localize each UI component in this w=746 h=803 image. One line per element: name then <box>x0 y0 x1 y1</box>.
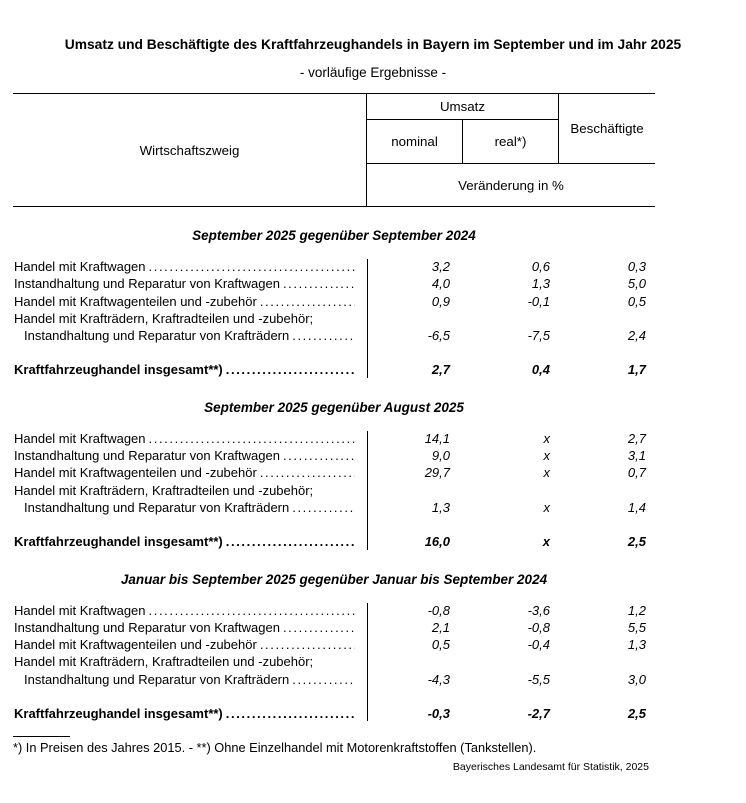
row-label: Instandhaltung und Reparatur von Krafträdern <box>24 671 290 687</box>
value-nominal: 2,7 <box>431 362 450 378</box>
value-real: x <box>543 430 550 446</box>
value-real: x <box>543 499 550 515</box>
dot-leader <box>260 636 355 653</box>
section-rows <box>13 258 655 379</box>
table-row-total <box>13 705 655 722</box>
value-beschaeftigte: 2,5 <box>627 534 646 550</box>
value-nominal: -0,3 <box>427 706 450 722</box>
row-label-total: Kraftfahrzeughandel insgesamt**) <box>14 362 223 378</box>
table-row-total <box>13 361 655 378</box>
value-beschaeftigte: 5,0 <box>627 276 646 292</box>
value-nominal: 0,5 <box>431 637 450 653</box>
footnote-rule <box>13 736 70 737</box>
table-row <box>13 430 655 447</box>
value-real: 0,4 <box>531 362 550 378</box>
value-nominal: 16,0 <box>424 534 450 550</box>
column-header-umsatz: Umsatz <box>367 94 558 120</box>
source-credit: Bayerisches Landesamt für Statistik, 2025 <box>452 761 649 774</box>
value-nominal: 4,0 <box>431 276 450 292</box>
row-label-total: Kraftfahrzeughandel insgesamt**) <box>14 534 223 550</box>
value-real: -0,4 <box>527 637 550 653</box>
value-real: -3,6 <box>527 602 550 618</box>
column-header-nominal: nominal <box>367 120 462 164</box>
value-beschaeftigte: 0,5 <box>627 293 646 309</box>
dot-leader <box>283 619 355 636</box>
value-real: x <box>543 465 550 481</box>
section-heading: Januar bis September 2025 gegenüber Januar bis September 2024 <box>120 571 548 587</box>
dot-leader <box>292 499 355 516</box>
row-label: Handel mit Kraftwagenteilen und -zubehör <box>14 465 257 481</box>
value-nominal: 3,2 <box>431 259 450 274</box>
dot-leader <box>292 327 355 344</box>
dot-leader <box>149 430 355 447</box>
value-real: -0,8 <box>527 619 550 635</box>
value-real: x <box>543 448 550 464</box>
section-rows <box>13 602 655 723</box>
section-heading: September 2025 gegenüber September 2024 <box>192 228 476 243</box>
table-row-twoline-part1 <box>13 310 655 327</box>
table-row-twoline-part2 <box>13 499 655 516</box>
column-header-beschaeftigte: Beschäftigte <box>558 94 655 164</box>
value-real: 1,3 <box>531 276 550 292</box>
column-header-change-unit: Veränderung in % <box>458 177 564 193</box>
dot-leader <box>260 464 355 481</box>
value-real: 0,6 <box>531 259 550 274</box>
table-row <box>13 275 655 292</box>
row-label: Handel mit Krafträdern, Kraftradteilen und -zubehör; <box>14 654 314 670</box>
table-row <box>13 602 655 619</box>
row-label: Instandhaltung und Reparatur von Kraftwagen <box>14 619 280 635</box>
section-sep2025-vs-sep2024 <box>13 227 655 379</box>
dot-leader <box>226 705 355 722</box>
row-label: Handel mit Kraftwagenteilen und -zubehör <box>14 637 257 653</box>
value-nominal: 29,7 <box>424 465 450 481</box>
row-label: Handel mit Kraftwagenteilen und -zubehör <box>14 293 257 309</box>
value-nominal: 9,0 <box>431 448 450 464</box>
value-real: -7,5 <box>527 328 550 344</box>
table-row <box>13 619 655 636</box>
value-nominal: -6,5 <box>427 328 450 344</box>
table-header <box>13 93 655 207</box>
value-beschaeftigte: 0,3 <box>627 259 646 274</box>
table-row <box>13 447 655 464</box>
value-beschaeftigte: 2,5 <box>627 706 646 722</box>
dot-leader <box>226 533 355 550</box>
dot-leader <box>292 671 355 688</box>
value-beschaeftigte: 3,1 <box>627 448 646 464</box>
row-label: Instandhaltung und Reparatur von Kraftwagen <box>14 448 280 464</box>
row-label-total: Kraftfahrzeughandel insgesamt**) <box>14 706 223 722</box>
table-row <box>13 636 655 653</box>
value-real: -5,5 <box>527 671 550 687</box>
value-beschaeftigte: 1,4 <box>627 499 646 515</box>
value-real: -2,7 <box>527 706 550 722</box>
value-beschaeftigte: 0,7 <box>627 465 646 481</box>
column-header-branch: Wirtschaftszweig <box>13 94 367 206</box>
dot-leader <box>149 258 355 275</box>
row-label: Instandhaltung und Reparatur von Kraftwagen <box>14 276 280 292</box>
row-label: Instandhaltung und Reparatur von Krafträdern <box>24 499 290 515</box>
table-row-twoline-part1 <box>13 653 655 670</box>
value-nominal: -4,3 <box>427 671 450 687</box>
value-real: x <box>542 534 550 550</box>
row-label: Handel mit Kraftwagen <box>14 259 146 274</box>
value-nominal: 1,3 <box>431 499 450 515</box>
dot-leader <box>226 361 355 378</box>
table-row <box>13 464 655 481</box>
value-beschaeftigte: 2,7 <box>627 430 646 446</box>
dot-leader <box>283 447 355 464</box>
row-label: Handel mit Krafträdern, Kraftradteilen und -zubehör; <box>14 482 314 498</box>
value-nominal: 2,1 <box>431 619 450 635</box>
row-label: Instandhaltung und Reparatur von Krafträdern <box>24 328 290 344</box>
section-sep2025-vs-aug2025 <box>13 399 655 551</box>
value-nominal: 14,1 <box>424 430 450 446</box>
value-beschaeftigte: 5,5 <box>627 619 646 635</box>
value-beschaeftigte: 3,0 <box>627 671 646 687</box>
value-beschaeftigte: 2,4 <box>627 328 646 344</box>
table-row-twoline-part2 <box>13 327 655 344</box>
section-heading: September 2025 gegenüber August 2025 <box>204 399 464 415</box>
table-row <box>13 293 655 310</box>
section-jan-sep2025-vs-jan-sep2024 <box>13 571 655 723</box>
dot-leader <box>149 602 355 619</box>
value-beschaeftigte: 1,7 <box>627 362 646 378</box>
table-row-twoline-part2 <box>13 671 655 688</box>
value-real: -0,1 <box>527 293 550 309</box>
value-nominal: -0,8 <box>427 602 450 618</box>
row-label: Handel mit Krafträdern, Kraftradteilen und -zubehör; <box>14 310 314 326</box>
table-row-total <box>13 533 655 550</box>
page-subtitle: - vorläufige Ergebnisse - <box>299 65 447 80</box>
section-rows <box>13 430 655 551</box>
value-beschaeftigte: 1,2 <box>627 602 646 618</box>
value-beschaeftigte: 1,3 <box>627 637 646 653</box>
table-row-twoline-part1 <box>13 482 655 499</box>
footnote-text: *) In Preisen des Jahres 2015. - **) Ohne Einzelhandel mit Motorenkraftstoffen (Tankstellen). <box>13 740 537 756</box>
page-title: Umsatz und Beschäftigte des Kraftfahrzeughandels in Bayern im September und im Jahr 2025 <box>64 37 682 52</box>
row-label: Handel mit Kraftwagen <box>14 602 146 618</box>
table-row <box>13 258 655 275</box>
row-label: Handel mit Kraftwagen <box>14 430 146 446</box>
dot-leader <box>283 275 355 292</box>
value-nominal: 0,9 <box>431 293 450 309</box>
statistics-table <box>13 93 655 722</box>
dot-leader <box>260 293 355 310</box>
column-header-real: real*) <box>462 120 558 164</box>
